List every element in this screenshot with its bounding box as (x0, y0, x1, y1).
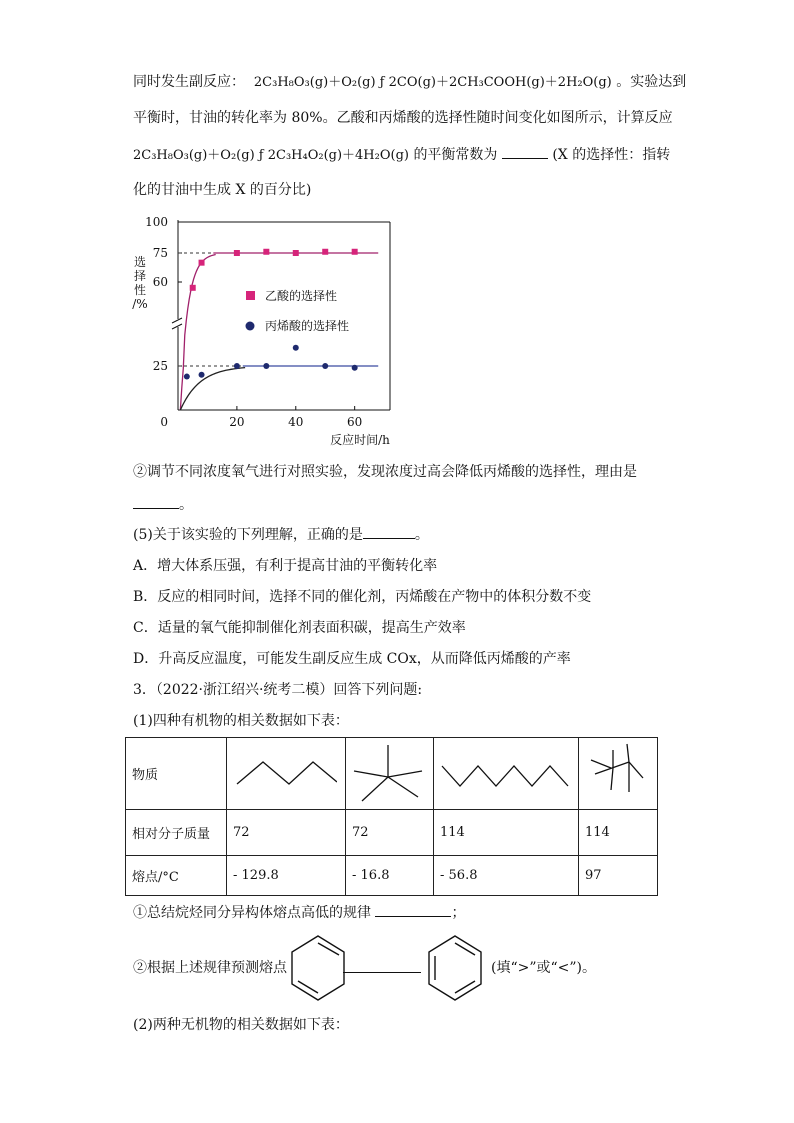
legend-label: 丙烯酸的选择性 (265, 319, 350, 333)
y-axis-label: 选 (133, 255, 147, 269)
table-cell: 97 (579, 856, 658, 896)
data-point-acetic (293, 250, 299, 256)
data-point-acrylic (263, 363, 269, 369)
question-3-predict-end: (填“>”或“<”)。 (491, 960, 597, 976)
data-point-acrylic (352, 365, 358, 371)
question-5-stem (133, 524, 429, 545)
x-tick-label: 20 (229, 415, 245, 429)
semicolon: ； (451, 905, 466, 921)
y-tick-label: 25 (152, 359, 168, 373)
para-text: 的平衡常数为 (413, 147, 498, 163)
y-axis-label: /% (132, 297, 148, 311)
row-label: 熔点/°C (126, 856, 227, 896)
table-cell: 114 (434, 810, 579, 856)
y-tick-label: 0 (160, 415, 168, 429)
selectivity-chart (128, 212, 398, 452)
para-line-2: 平衡时，甘油的转化率为 80%。乙酸和丙烯酸的选择性随时间变化如图所示，计算反应 (133, 110, 673, 126)
structure-neopentane (346, 738, 434, 810)
para-line-3 (133, 144, 670, 166)
fit-curve (180, 368, 245, 410)
table-cell: - 56.8 (434, 856, 579, 896)
legend-marker-acrylic (246, 322, 255, 331)
option-a[interactable]: A．增大体系压强，有利于提高甘油的平衡转化率 (133, 558, 438, 574)
data-point-acrylic (234, 363, 240, 369)
data-point-acetic (190, 285, 196, 291)
data-point-acrylic (293, 345, 299, 351)
data-point-acrylic (199, 372, 205, 378)
para-text: 。实验达到 (616, 74, 687, 90)
equation-side-reaction: 2C₃H₈O₃(g)＋O₂(g) ƒ 2CO(g)＋2CH₃COOH(g)＋2H₂O(g) (253, 75, 612, 90)
answer-blank[interactable] (133, 494, 179, 509)
alkane-data-table (125, 737, 658, 896)
x-axis-label: 反应时间/h (330, 433, 390, 447)
answer-blank[interactable] (375, 902, 451, 917)
cyclohexadiene-structure (288, 934, 348, 1002)
problem-3-title: 3．（2022·浙江绍兴·统考二模）回答下列问题: (133, 682, 423, 698)
answer-blank[interactable] (502, 144, 548, 159)
option-b[interactable]: B．反应的相同时间，选择不同的催化剂，丙烯酸在产物中的体积分数不变 (133, 589, 592, 605)
period: 。 (414, 527, 429, 543)
y-axis-label: 择 (133, 269, 147, 283)
table-cell: - 16.8 (346, 856, 434, 896)
rule-text: ①总结烷烃同分异构体熔点高低的规律 (133, 905, 371, 921)
para-line-4: 化的甘油中生成 X 的百分比) (133, 182, 312, 198)
equation-main-reaction: 2C₃H₈O₃(g)＋O₂(g) ƒ 2C₃H₄O₂(g)＋4H₂O(g) (133, 148, 409, 163)
structure-pentane (227, 738, 346, 810)
y-tick-label: 60 (152, 275, 168, 289)
period: 。 (179, 497, 193, 513)
y-tick-label: 75 (152, 246, 168, 260)
x-tick-label: 60 (347, 415, 363, 429)
legend-label: 乙酸的选择性 (265, 289, 338, 303)
problem-3-sub1: (1)四种有机物的相关数据如下表： (133, 713, 349, 729)
data-point-acetic (234, 250, 240, 256)
problem-3-sub2: (2)两种无机物的相关数据如下表： (133, 1017, 349, 1033)
para-text: (X 的选择性：指转 (552, 147, 671, 163)
table-cell: 72 (227, 810, 346, 856)
table-row (126, 856, 658, 896)
table-cell: - 129.8 (227, 856, 346, 896)
structure-tetramethylbutane (579, 738, 658, 810)
table-row (126, 738, 658, 810)
table-cell: 114 (579, 810, 658, 856)
data-point-acetic (263, 249, 269, 255)
stem-text: (5)关于该实验的下列理解，正确的是 (133, 527, 363, 543)
data-point-acetic (199, 260, 205, 266)
answer-blank[interactable] (363, 524, 415, 539)
structure-octane (434, 738, 579, 810)
option-c[interactable]: C．适量的氧气能抑制催化剂表面积碳，提高生产效率 (133, 620, 466, 636)
benzene-structure (425, 934, 485, 1002)
data-point-acetic (352, 249, 358, 255)
question-3-predict: ②根据上述规律预测熔点 (133, 960, 287, 976)
para-line-1 (133, 72, 686, 93)
question-2-text: ②调节不同浓度氧气进行对照实验，发现浓度过高会降低丙烯酸的选择性，理由是 (133, 464, 637, 480)
option-d[interactable]: D．升高反应温度，可能发生副反应生成 COx，从而降低丙烯酸的产率 (133, 651, 571, 667)
data-point-acetic (322, 249, 328, 255)
question-2-answer-line (133, 494, 193, 515)
para-text: 同时发生副反应： (133, 74, 245, 90)
row-label: 物质 (126, 738, 227, 810)
row-label: 相对分子质量 (126, 810, 227, 856)
y-tick-label: 100 (145, 215, 168, 229)
data-point-acrylic (322, 363, 328, 369)
table-row (126, 810, 658, 856)
table-cell: 72 (346, 810, 434, 856)
y-axis-label: 性 (133, 283, 147, 297)
comparison-blank[interactable] (343, 972, 421, 973)
data-point-acrylic (184, 374, 190, 380)
legend-marker-acetic (246, 291, 255, 300)
fit-curve (180, 255, 215, 410)
question-3-rule (133, 902, 465, 923)
x-tick-label: 40 (288, 415, 304, 429)
